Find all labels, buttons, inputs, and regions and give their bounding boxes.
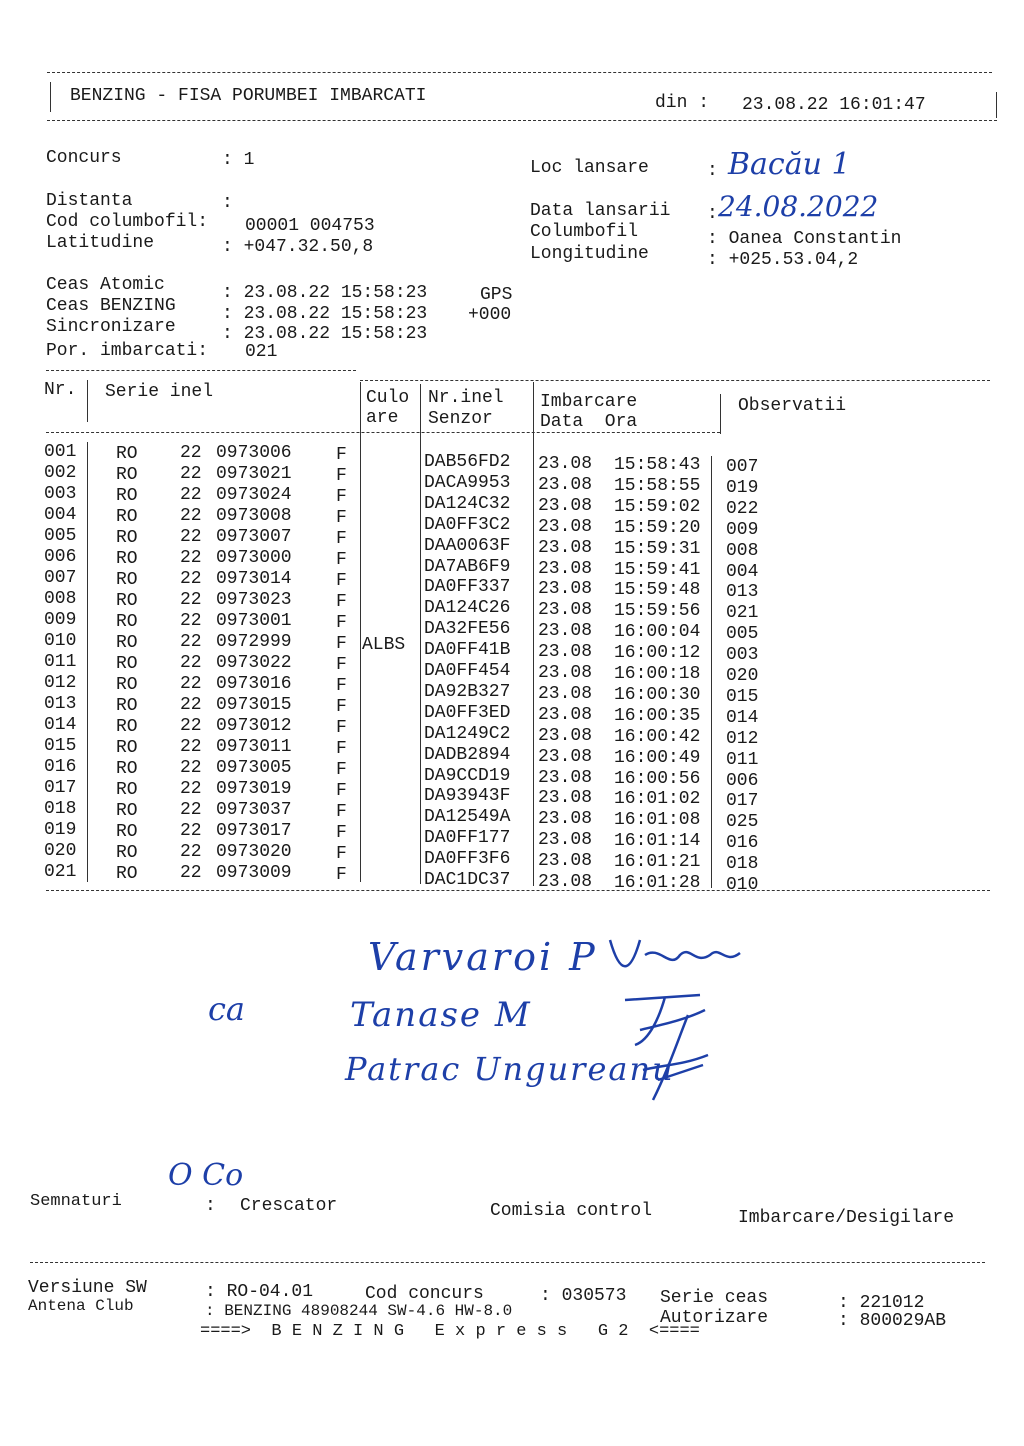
sincronizare-value: : 23.08.22 15:58:23: [222, 324, 428, 344]
date-label: din :: [655, 93, 710, 113]
cell-year: 22: [180, 464, 202, 484]
distanta-label: Distanta: [46, 191, 133, 211]
handwritten-prefix: ca: [208, 990, 245, 1028]
table-header-bottom-rule: [46, 432, 720, 433]
cell-observatii: 015: [726, 686, 759, 707]
cell-country: RO: [116, 675, 138, 695]
cell-observatii: 007: [726, 457, 759, 477]
cell-sensor: DA0FF454: [424, 661, 511, 681]
cell-country: RO: [116, 633, 138, 653]
cell-ring: 0973011: [216, 737, 292, 757]
serie-ceas-label: Serie ceas: [660, 1288, 769, 1308]
concurs-value: : 1: [222, 150, 255, 170]
loc-lansare-handwritten: Bacău 1: [728, 147, 851, 182]
header-serie-inel: Serie inel: [105, 382, 214, 402]
cell-nr: 004: [44, 505, 77, 525]
columbofil-value: : Oanea Constantin: [707, 229, 902, 249]
header-imbarcare-1: Imbarcare: [540, 392, 638, 412]
cell-time: 16:00:04: [614, 622, 701, 643]
cell-ring: 0973020: [216, 842, 292, 862]
cell-time: 15:58:55: [614, 475, 701, 496]
cell-observatii: 003: [726, 645, 759, 666]
cell-year: 22: [180, 842, 202, 862]
cell-sex: F: [336, 487, 347, 507]
cell-sensor: DA93943F: [424, 786, 511, 807]
cell-date: 23.08: [538, 579, 593, 600]
ceas-benzing-value: : 23.08.22 15:58:23: [222, 304, 428, 324]
antena-club-value: : BENZING 48908244 SW-4.6 HW-8.0: [205, 1302, 513, 1320]
cell-ring: 0973037: [216, 800, 292, 820]
cell-ring: 0973024: [216, 485, 292, 505]
cell-nr: 001: [44, 442, 77, 462]
cell-time: 15:59:02: [614, 496, 701, 517]
cell-country: RO: [116, 822, 138, 842]
cell-country: RO: [116, 759, 138, 779]
data-lansarii-label: Data lansarii: [530, 201, 671, 221]
cell-country: RO: [116, 465, 138, 485]
table-top-rule-left: [46, 370, 356, 371]
sincronizare-label: Sincronizare: [46, 317, 176, 337]
cell-ring: 0973019: [216, 779, 292, 799]
autorizare-value: : 800029AB: [838, 1311, 947, 1331]
cell-country: RO: [116, 507, 138, 527]
cell-nr: 015: [44, 736, 77, 756]
cell-sex: F: [336, 571, 347, 591]
cell-observatii: 025: [726, 812, 759, 833]
header-right-border: [996, 92, 997, 118]
autorizare-label: Autorizare: [660, 1308, 769, 1328]
culoare-value: ALBS: [362, 635, 406, 655]
cell-ring: 0973015: [216, 695, 292, 715]
cell-time: 16:00:12: [614, 643, 701, 664]
cell-sex: F: [336, 613, 347, 633]
semnaturi-label: Semnaturi: [30, 1192, 122, 1211]
cell-sex: F: [336, 655, 347, 675]
ceas-benzing-offset: +000: [468, 305, 512, 325]
ceas-atomic-value: : 23.08.22 15:58:23: [222, 283, 428, 303]
cell-country: RO: [116, 864, 138, 884]
cell-nr: 011: [44, 652, 77, 672]
cell-year: 22: [180, 863, 202, 883]
cell-time: 16:00:49: [614, 747, 701, 768]
cod-columbofil-label: Cod columbofil:: [46, 212, 209, 232]
cell-country: RO: [116, 738, 138, 758]
cell-sex: F: [336, 823, 347, 843]
cell-year: 22: [180, 527, 202, 547]
cell-country: RO: [116, 654, 138, 674]
cell-ring: 0973016: [216, 674, 292, 694]
cell-year: 22: [180, 548, 202, 568]
cell-nr: 012: [44, 673, 77, 693]
cell-year: 22: [180, 632, 202, 652]
cell-time: 15:59:41: [614, 559, 701, 580]
cell-ring: 0973014: [216, 569, 292, 589]
cell-ring: 0973009: [216, 863, 292, 883]
header-imbarcare-2: Data Ora: [540, 412, 638, 432]
longitudine-value: : +025.53.04,2: [707, 250, 859, 270]
header-senzor-1: Nr.inel: [428, 388, 504, 408]
cell-sensor: DA1249C2: [424, 723, 511, 744]
semnaturi-colon: :: [205, 1196, 216, 1216]
col-sep-nr: [87, 442, 88, 882]
col-sep-senzor: [533, 382, 534, 886]
cell-sex: F: [336, 529, 347, 549]
cell-sex: F: [336, 445, 347, 465]
cell-sensor: DA12549A: [424, 807, 511, 828]
table-bottom-rule: [46, 890, 990, 891]
header-culoare-1: Culo: [366, 388, 410, 408]
cell-sex: F: [336, 865, 347, 885]
cell-year: 22: [180, 443, 202, 463]
cell-observatii: 020: [726, 666, 759, 686]
loc-lansare-label: Loc lansare: [530, 158, 649, 178]
cell-observatii: 011: [726, 749, 759, 770]
cell-time: 15:59:31: [614, 538, 701, 559]
cell-observatii: 009: [726, 519, 759, 540]
cell-sensor: DA124C26: [424, 598, 511, 619]
cell-sensor: DA32FE56: [424, 619, 511, 640]
versiune-sw-label: Versiune SW: [28, 1278, 147, 1298]
cell-observatii: 022: [726, 498, 759, 519]
distanta-value: :: [222, 193, 233, 213]
signature-3: [628, 1010, 718, 1105]
cell-sex: F: [336, 676, 347, 696]
cell-date: 23.08: [538, 495, 593, 516]
cell-country: RO: [116, 717, 138, 737]
cell-year: 22: [180, 611, 202, 631]
cell-observatii: 004: [726, 561, 759, 582]
cell-nr: 013: [44, 694, 77, 714]
cell-time: 16:00:56: [614, 768, 701, 789]
cell-country: RO: [116, 444, 138, 464]
cell-sex: F: [336, 634, 347, 654]
cell-year: 22: [180, 506, 202, 526]
handwritten-line-1: Varvaroi P: [368, 935, 598, 979]
cell-date: 23.08: [538, 830, 593, 851]
cell-sex: F: [336, 550, 347, 570]
data-lansarii-handwritten: 24.08.2022: [718, 190, 879, 223]
cell-date: 23.08: [538, 851, 593, 872]
cell-ring: 0973012: [216, 716, 292, 736]
cell-ring: 0973022: [216, 653, 292, 673]
cell-time: 16:01:02: [614, 789, 701, 810]
cell-sex: F: [336, 508, 347, 528]
cell-observatii: 005: [726, 624, 759, 645]
cell-country: RO: [116, 486, 138, 506]
cell-time: 16:01:21: [614, 852, 701, 873]
cell-country: RO: [116, 528, 138, 548]
page-title: BENZING - FISA PORUMBEI IMBARCATI: [70, 86, 427, 106]
cod-concurs-label: Cod concurs: [365, 1284, 484, 1304]
cell-observatii: 013: [726, 582, 759, 603]
crescator-label: Crescator: [240, 1196, 338, 1216]
por-imbarcati-label: Por. imbarcati:: [46, 341, 209, 361]
cell-sex: F: [336, 739, 347, 759]
cell-nr: 010: [44, 631, 77, 651]
cell-sensor: DACA9953: [424, 472, 511, 493]
cell-sex: F: [336, 844, 347, 864]
cell-ring: 0973021: [216, 464, 292, 484]
handwritten-initials: O Co: [168, 1158, 244, 1193]
cell-date: 23.08: [538, 746, 593, 767]
cell-sensor: DA0FF3F6: [424, 849, 511, 870]
cell-date: 23.08: [538, 474, 593, 495]
header-senzor-2: Senzor: [428, 409, 493, 429]
header-top-rule: [47, 72, 992, 73]
versiune-sw-value: : RO-04.01: [205, 1282, 314, 1302]
cell-nr: 009: [44, 610, 77, 630]
cell-year: 22: [180, 758, 202, 778]
longitudine-label: Longitudine: [530, 244, 649, 264]
cell-date: 23.08: [538, 537, 593, 558]
cell-sensor: DA0FF3ED: [424, 702, 511, 723]
cell-time: 16:01:28: [614, 873, 701, 893]
cell-nr: 003: [44, 484, 77, 504]
cell-country: RO: [116, 570, 138, 590]
header-observatii: Observatii: [738, 396, 847, 416]
cell-date: 23.08: [538, 516, 593, 537]
cell-observatii: 006: [726, 770, 759, 791]
cell-time: 16:01:08: [614, 810, 701, 831]
cell-ring: 0973001: [216, 611, 292, 631]
cell-sensor: DA0FF3C2: [424, 514, 511, 535]
comisia-label: Comisia control: [490, 1201, 653, 1221]
handwritten-line-2: Tanase M: [350, 995, 532, 1035]
cell-sensor: DA0FF177: [424, 828, 511, 849]
cell-nr: 021: [44, 862, 77, 882]
cell-time: 15:59:56: [614, 601, 701, 622]
header-nr: Nr.: [44, 380, 77, 400]
header-bottom-rule: [47, 120, 997, 121]
cell-sensor: DA9CCD19: [424, 765, 511, 786]
cell-ring: 0973007: [216, 527, 292, 547]
cell-observatii: 017: [726, 791, 759, 812]
cell-observatii: 008: [726, 540, 759, 561]
cell-year: 22: [180, 674, 202, 694]
cell-year: 22: [180, 821, 202, 841]
cell-ring: 0972999: [216, 632, 292, 652]
cell-observatii: 016: [726, 833, 759, 854]
table-top-rule-right: [360, 380, 990, 381]
cell-time: 16:01:14: [614, 831, 701, 852]
cell-sensor: DADB2894: [424, 744, 511, 765]
concurs-label: Concurs: [46, 148, 122, 168]
latitudine-value: : +047.32.50,8: [222, 237, 374, 257]
cell-date: 23.08: [538, 600, 593, 621]
cell-time: 15:58:43: [614, 455, 701, 475]
data-lansarii-colon: :: [707, 204, 718, 224]
cod-concurs-value: : 030573: [540, 1286, 627, 1306]
col-sep-serie: [360, 382, 361, 882]
cod-columbofil-value: 00001 004753: [245, 216, 375, 236]
cell-ring: 0973017: [216, 821, 292, 841]
cell-country: RO: [116, 591, 138, 611]
print-date: 23.08.22 16:01:47: [742, 95, 926, 115]
cell-country: RO: [116, 549, 138, 569]
cell-nr: 002: [44, 463, 77, 483]
cell-year: 22: [180, 779, 202, 799]
cell-date: 23.08: [538, 663, 593, 683]
cell-sex: F: [336, 781, 347, 801]
cell-country: RO: [116, 801, 138, 821]
cell-country: RO: [116, 696, 138, 716]
ceas-atomic-label: Ceas Atomic: [46, 275, 165, 295]
cell-date: 23.08: [538, 454, 593, 474]
footer-top-rule: [30, 1262, 985, 1263]
cell-sensor: DA92B327: [424, 681, 511, 702]
cell-observatii: 021: [726, 603, 759, 624]
cell-year: 22: [180, 590, 202, 610]
cell-sensor: DA0FF337: [424, 577, 511, 598]
antena-club-label: Antena Club: [28, 1297, 134, 1315]
cell-country: RO: [116, 780, 138, 800]
cell-ring: 0973000: [216, 548, 292, 568]
cell-time: 15:59:48: [614, 580, 701, 601]
cell-date: 23.08: [538, 621, 593, 642]
cell-nr: 019: [44, 820, 77, 840]
cell-time: 16:00:35: [614, 705, 701, 726]
header-culoare-2: are: [366, 408, 399, 428]
loc-lansare-colon: :: [707, 161, 718, 181]
signature-1: [600, 925, 750, 985]
cell-sex: F: [336, 697, 347, 717]
cell-time: 16:00:30: [614, 684, 701, 705]
cell-time: 15:59:20: [614, 517, 701, 538]
cell-ring: 0973005: [216, 758, 292, 778]
cell-date: 23.08: [538, 767, 593, 788]
ceas-atomic-source: GPS: [480, 285, 513, 305]
por-imbarcati-value: 021: [245, 342, 278, 362]
cell-sensor: DA124C32: [424, 493, 511, 514]
cell-year: 22: [180, 800, 202, 820]
cell-sensor: DA0FF41B: [424, 640, 511, 661]
col-sep-culoare: [420, 384, 421, 884]
col-sep-imbarcare-header: [720, 394, 721, 434]
cell-nr: 020: [44, 841, 77, 861]
cell-date: 23.08: [538, 725, 593, 746]
cell-nr: 007: [44, 568, 77, 588]
cell-observatii: 012: [726, 728, 759, 749]
header-left-border: [50, 82, 51, 112]
cell-nr: 006: [44, 547, 77, 567]
cell-year: 22: [180, 485, 202, 505]
ceas-benzing-label: Ceas BENZING: [46, 296, 176, 316]
serie-ceas-value: : 221012: [838, 1293, 925, 1313]
cell-ring: 0973023: [216, 590, 292, 610]
col-sep-imbarcare: [711, 456, 712, 888]
cell-year: 22: [180, 695, 202, 715]
cell-ring: 0973006: [216, 443, 292, 463]
cell-nr: 016: [44, 757, 77, 777]
cell-sensor: DAA0063F: [424, 535, 511, 556]
cell-observatii: 018: [726, 854, 759, 875]
col-sep-nr-header: [87, 380, 88, 422]
cell-date: 23.08: [538, 683, 593, 704]
brand-line: ====> B E N Z I N G E x p r e s s G 2 <====: [200, 1322, 700, 1341]
cell-nr: 014: [44, 715, 77, 735]
cell-observatii: 010: [726, 875, 759, 895]
cell-date: 23.08: [538, 788, 593, 809]
columbofil-label: Columbofil: [530, 222, 639, 242]
cell-sex: F: [336, 760, 347, 780]
cell-sex: F: [336, 802, 347, 822]
cell-date: 23.08: [538, 872, 593, 892]
cell-sex: F: [336, 592, 347, 612]
cell-nr: 005: [44, 526, 77, 546]
cell-nr: 008: [44, 589, 77, 609]
cell-year: 22: [180, 569, 202, 589]
cell-observatii: 019: [726, 477, 759, 498]
handwritten-line-3: Patrac Ungureanu: [345, 1050, 675, 1088]
cell-country: RO: [116, 843, 138, 863]
cell-time: 16:00:42: [614, 726, 701, 747]
cell-year: 22: [180, 653, 202, 673]
imbarcare-desigilare-label: Imbarcare/Desigilare: [738, 1208, 955, 1228]
cell-year: 22: [180, 716, 202, 736]
cell-date: 23.08: [538, 642, 593, 663]
cell-nr: 018: [44, 799, 77, 819]
cell-date: 23.08: [538, 558, 593, 579]
cell-time: 16:00:18: [614, 664, 701, 684]
latitudine-label: Latitudine: [46, 233, 155, 253]
cell-country: RO: [116, 612, 138, 632]
cell-date: 23.08: [538, 809, 593, 830]
cell-observatii: 014: [726, 707, 759, 728]
cell-sensor: DAC1DC37: [424, 870, 511, 890]
cell-sex: F: [336, 466, 347, 486]
cell-year: 22: [180, 737, 202, 757]
cell-sensor: DA7AB6F9: [424, 556, 511, 577]
cell-ring: 0973008: [216, 506, 292, 526]
cell-sensor: DAB56FD2: [424, 452, 511, 472]
cell-sex: F: [336, 718, 347, 738]
cell-date: 23.08: [538, 704, 593, 725]
cell-nr: 017: [44, 778, 77, 798]
